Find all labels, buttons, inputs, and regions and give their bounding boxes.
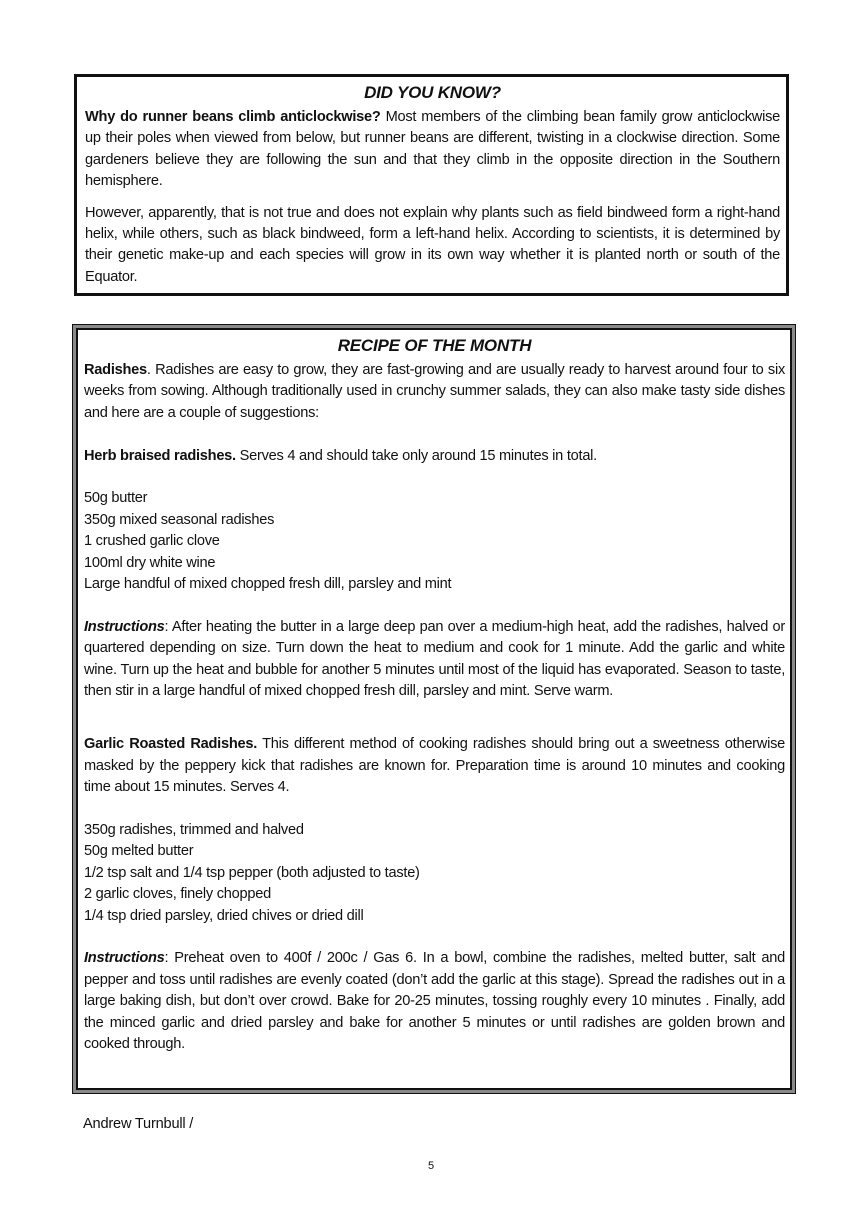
ingredient: 1/4 tsp dried parsley, dried chives or dried dill xyxy=(84,907,364,924)
recipe-intro xyxy=(84,360,785,424)
ingredient: 1 crushed garlic clove xyxy=(84,533,220,550)
ingredient: 2 garlic cloves, finely chopped xyxy=(84,886,271,903)
ingredient: 50g butter xyxy=(84,490,148,507)
ingredient: 100ml dry white wine xyxy=(84,554,216,571)
recipe2-instructions xyxy=(84,948,785,1055)
recipe1-name: Herb braised radishes. xyxy=(84,447,236,464)
did-you-know-box xyxy=(74,74,789,296)
ingredient: 350g radishes, trimmed and halved xyxy=(84,822,304,839)
recipe1-instructions xyxy=(84,617,785,703)
recipe2-summary-text: This different method of cooking radishes should bring out a sweetness otherwise masked by the peppery kick that radishes are known for. Preparation time is around 10 minutes and cooking time about 15 minutes. Serves 4. xyxy=(84,736,785,796)
instructions-text: : After heating the butter in a large deep pan over a medium-high heat, add the radishes, halved or quartered depending on size. Turn down the heat to medium and cook for 1 minute. Add the garlic and white wine. Turn up the heat and bubble for another 5 minutes until most of the liquid has evaporated. Season to taste, then stir in a large handful of mixed chopped fresh dill, parsley and mint. Serve warm. xyxy=(84,618,785,700)
intro-body: . Radishes are easy to grow, they are fast-growing and are usually ready to harvest around four to six weeks from sowing. Although traditionally used in crunchy summer salads, they can also make tasty side dishes and here are a couple of suggestions: xyxy=(84,362,785,421)
recipe2-ingredients xyxy=(84,820,785,927)
page-number: 5 xyxy=(428,1160,435,1172)
instructions-text: : Preheat oven to 400f / 200c / Gas 6. In a bowl, combine the radishes, melted butter, salt and pepper and toss until radishes are evenly coated (don’t add the garlic at this stage). Spread the radishes out in a large baking dish, but don’t over crowd. Bake for 20-25 minutes, tossing roughly every 10 minutes . Finally, add the minced garlic and dried parsley and bake for another 5 minutes or until radishes are golden brown and cooked through. xyxy=(84,950,785,1053)
author-signoff: Andrew Turnbull / xyxy=(83,1116,194,1132)
recipe2-name: Garlic Roasted Radishes. xyxy=(84,736,258,753)
recipe1-ingredients xyxy=(84,488,785,595)
instructions-label: Instructions xyxy=(84,950,165,967)
recipe1-summary-text: Serves 4 and should take only around 15 minutes in total. xyxy=(235,447,597,464)
did-you-know-paragraph-1 xyxy=(85,107,780,193)
ingredient: 350g mixed seasonal radishes xyxy=(84,511,275,528)
ingredient: 50g melted butter xyxy=(84,843,194,860)
paragraph-body: Most members of the climbing bean family grow anticlockwise up their poles when viewed from below, but runner beans are different, twisting in a clockwise direction. Some gardeners believe they are following the sun and that they climb in the opposite direction in the Southern hemisphere. xyxy=(85,109,780,190)
did-you-know-title: DID YOU KNOW? xyxy=(364,83,501,102)
recipe-box xyxy=(72,324,796,1094)
ingredient: Large handful of mixed chopped fresh dill, parsley and mint xyxy=(84,576,452,593)
instructions-label: Instructions xyxy=(84,618,165,635)
recipe2-summary xyxy=(84,734,785,798)
did-you-know-paragraph-2: However, apparently, that is not true and does not explain why plants such as field bindweed form a right-hand helix, while others, such as black bindweed, form a left-hand helix. According to scientists, it is determined by their genetic make-up and each species will grow in its own way whether it is planted north or south of the Equator. xyxy=(85,204,780,285)
intro-lead: Radishes xyxy=(84,362,147,378)
recipe-title: RECIPE OF THE MONTH xyxy=(337,336,532,355)
ingredient: 1/2 tsp salt and 1/4 tsp pepper (both adjusted to taste) xyxy=(84,864,420,881)
recipe1-summary xyxy=(84,446,785,467)
question-lead: Why do runner beans climb anticlockwise? xyxy=(85,109,381,125)
